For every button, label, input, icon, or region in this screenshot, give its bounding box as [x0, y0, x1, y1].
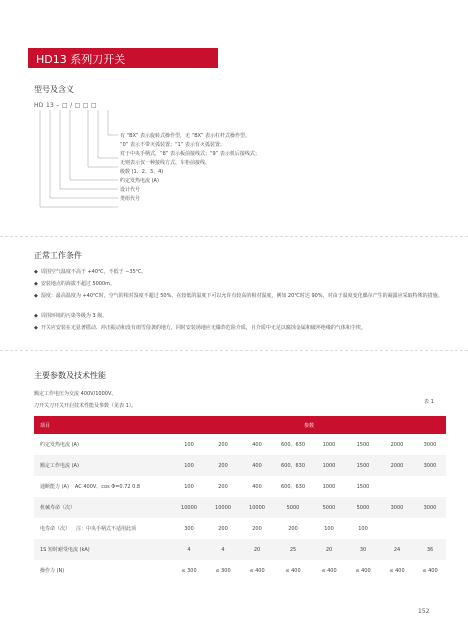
row-label-text: 机械寿命（次）	[40, 505, 76, 511]
legend-line-6: 约定发热电流 (A)	[120, 178, 159, 184]
row-label-text: 操作力 (N)	[40, 568, 65, 574]
cell-value: 100	[358, 525, 368, 532]
cell-value: ≤ 400	[422, 567, 438, 574]
row-label	[34, 434, 172, 455]
legend-line-3: 对于中央手柄式，“8” 表示板前接线式；“9” 表示机后接线式；	[120, 151, 260, 157]
row-label-text: 1S 短时耐受电流 (kA)	[40, 547, 90, 553]
table-row	[34, 476, 446, 497]
cell-value: 2000	[380, 455, 414, 476]
legend-line-1: 有 “BX” 表示旋转式操作型，无 “BX” 表示杠杆式操作型。	[120, 133, 251, 139]
legend-line-7: 设计代号	[120, 187, 141, 193]
params-table	[34, 416, 446, 581]
cell-value: 600、630	[280, 484, 306, 490]
condition-item: ◆ 周围空气温度不高于 +40℃，不低于 −35℃。	[34, 268, 446, 276]
row-sub-text: 注：中央手柄式不适用此项	[76, 526, 137, 532]
cell-value: ≤ 400	[285, 567, 301, 574]
params-line-2: 刀开关刀开关开启技术性能及参数（见表 1）。	[34, 403, 137, 409]
cell-value: 30	[346, 539, 380, 560]
section-divider	[0, 350, 468, 351]
table-row	[34, 539, 446, 560]
cell-value: ≤ 300	[215, 567, 231, 574]
row-label	[34, 455, 172, 476]
condition-item: ◆ 开关应安装在无显著摇动、冲击振动和没有雨雪侵袭的地方，同时安装场地应无爆炸危险介质，且介质中无足以腐蚀金属和破坏绝缘的气体和尘埃。	[34, 324, 446, 332]
cell-value: 1500	[346, 455, 380, 476]
cell-value: 200	[288, 525, 298, 532]
cell-value: 4	[206, 539, 240, 560]
cell-value: 24	[380, 539, 414, 560]
legend-line-8: 类组代号	[120, 196, 141, 202]
row-label	[34, 539, 172, 560]
row-label	[34, 476, 172, 497]
cell-value: ≤ 300	[181, 567, 197, 574]
row-label	[34, 560, 172, 581]
condition-item: ◆ 周围环境的污染等级为 3 级。	[34, 312, 446, 320]
cell-value: 5000	[346, 497, 380, 518]
table-row	[34, 434, 446, 455]
cell-value: 100	[184, 441, 194, 448]
table-row	[34, 518, 446, 539]
cell-value: 400	[252, 441, 262, 448]
table-row	[34, 560, 446, 581]
cell-value: 3000	[414, 497, 446, 518]
cell-value: 20	[240, 539, 274, 560]
cell-value: 200	[252, 525, 262, 532]
cell-value: 100	[324, 525, 334, 532]
cell-value: 200	[218, 441, 228, 448]
cell-value	[414, 476, 446, 497]
cell-value: 25	[274, 539, 312, 560]
cell-value: 200	[218, 483, 228, 490]
cell-value: 400	[240, 455, 274, 476]
condition-item: ◆ 安装地点的海拔不超过 5000m。	[34, 280, 446, 288]
cell-value: 20	[312, 539, 346, 560]
cell-value: ≤ 400	[389, 567, 405, 574]
page-title: HD13 系列刀开关	[36, 53, 126, 66]
cell-value: 10000	[172, 497, 206, 518]
row-label-text: 约定发热电流 (A)	[40, 442, 79, 448]
cell-value: 600、630	[280, 442, 306, 448]
cell-value	[380, 476, 414, 497]
row-label-text: 电寿命（次）	[40, 526, 71, 532]
cell-value: 1500	[356, 483, 370, 490]
cell-value: 300	[184, 525, 194, 532]
cell-value: 10000	[206, 497, 240, 518]
legend-line-5: 级数 (1、2、3、4)	[120, 169, 164, 175]
legend-line-4: 无则表示仅一种接线方式、车柜前接线。	[120, 160, 211, 166]
table-row	[34, 497, 446, 518]
cell-value: 100	[172, 455, 206, 476]
table-row	[34, 455, 446, 476]
cell-value: 1000	[322, 441, 336, 448]
row-label-text: 通断能力 (A)	[40, 484, 69, 490]
header-item: 项目	[34, 416, 172, 434]
cell-value: 4	[172, 539, 206, 560]
cell-value: ≤ 400	[355, 567, 371, 574]
cell-value: 1500	[356, 441, 370, 448]
cell-value: 36	[414, 539, 446, 560]
row-label-text: 额定工作电流 (A)	[40, 463, 79, 469]
cell-value: 10000	[240, 497, 274, 518]
cell-value: 2000	[390, 441, 404, 448]
table-label: 表 1	[424, 399, 434, 405]
cell-value: 3000	[423, 441, 437, 448]
cell-value: ≤ 400	[321, 567, 337, 574]
cell-value: 100	[184, 483, 194, 490]
cell-value	[414, 518, 446, 539]
cell-value: 200	[218, 525, 228, 532]
params-line-1: 额定工作电压为交流 400V/1000V。	[34, 391, 117, 397]
cell-value: 200	[206, 455, 240, 476]
header-params: 参数	[172, 416, 446, 434]
legend-line-2: “0” 表示不带灭弧装置；“1” 表示有灭弧装置；	[120, 142, 225, 148]
page-number: 152	[418, 608, 430, 615]
model-heading: 型号及含义	[34, 85, 74, 94]
cell-value	[380, 518, 414, 539]
cell-value: 1000	[322, 483, 336, 490]
cell-value: 3000	[380, 497, 414, 518]
table-header-row	[34, 416, 446, 434]
params-heading: 主要参数及技术性能	[34, 371, 106, 380]
model-code: HD 13 – □ / □ □ □	[34, 102, 97, 109]
row-sub-text: AC 400V、cos Φ=0.72 0.8	[74, 484, 141, 490]
cell-value: 5000	[312, 497, 346, 518]
row-label	[34, 497, 172, 518]
cell-value: 1000	[312, 455, 346, 476]
cell-value: 3000	[414, 455, 446, 476]
cell-value: 5000	[274, 497, 312, 518]
cell-value: ≤ 400	[249, 567, 265, 574]
cell-value: 400	[252, 483, 262, 490]
row-label	[34, 518, 172, 539]
section-divider	[0, 236, 468, 237]
condition-item: ◆ 湿度：最高温度为 +40℃时，空气的相对湿度不超过 50%，在较低的温度下可以允许有较高的相对湿度，例如 20℃时达 90%，对由于温度变化偶尔产生的凝露应采取特殊的措施。	[34, 292, 446, 300]
conditions-heading: 正常工作条件	[34, 251, 82, 260]
cell-value: 600、630	[274, 455, 312, 476]
